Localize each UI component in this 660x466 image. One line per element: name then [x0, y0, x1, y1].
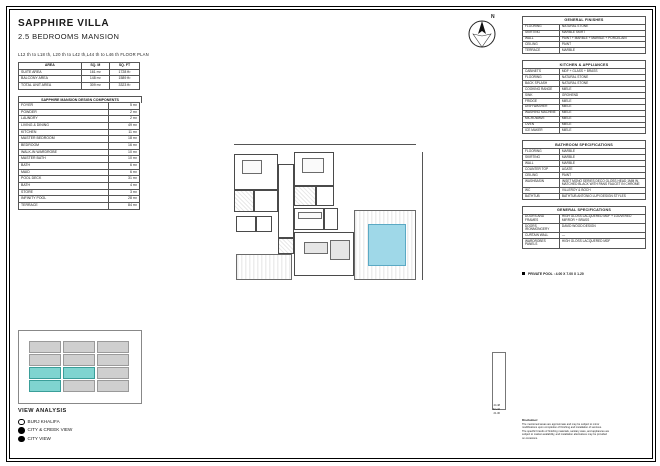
room-master-wardrobe [316, 186, 334, 206]
spec-value: MIELE [559, 110, 645, 116]
component-name: KITCHEN [19, 129, 109, 136]
spec-key: CEILING [523, 172, 560, 178]
view-marker-icon [18, 419, 25, 426]
area-table-header-2: SQ. FT [109, 63, 139, 70]
spec-key: BATHTUB [523, 194, 560, 200]
key-plan [18, 330, 142, 404]
area-row-sqft: 1589 ft² [109, 76, 139, 83]
floor-level-note: L12 th to L18 th, L20 th to L42 th,L44 th to L46 th FLOOR PLAN [18, 52, 149, 57]
area-row-sqm: 161 m² [81, 69, 109, 76]
spec-value: BATHTUB ANTONIO LUPI DESIGN STYLES [559, 194, 645, 200]
component-area: 49 m² [109, 123, 140, 130]
component-area: 10 m² [109, 156, 140, 163]
room-master-bath [294, 186, 316, 206]
tower-dimension-value: 44.48 [493, 404, 500, 407]
table-row [523, 128, 646, 134]
component-name: FOYER [19, 103, 109, 110]
component-area: 18 m² [109, 136, 140, 143]
component-name: MASTER BATH [19, 156, 109, 163]
table-row [523, 178, 646, 187]
furniture-kitchen-counter [298, 212, 322, 219]
area-row-label: TOTAL UNIT AREA [19, 83, 82, 90]
room-store [256, 216, 272, 232]
area-row-sqft: 1728 ft² [109, 69, 139, 76]
spec-key: FRIDGE [523, 98, 560, 104]
spec-value: MARBLE SKIRT [559, 30, 645, 36]
spec-value: VILLEROY & BOCH [559, 188, 645, 194]
furniture-dining-table [330, 240, 350, 260]
spec-value: NATURAL STONE [559, 24, 645, 30]
spec-value: PAINT [559, 42, 645, 48]
spec-table [522, 68, 646, 134]
spec-key: FLOORING [523, 74, 560, 80]
spec-value: AGATE [559, 166, 645, 172]
component-area: 31 m² [109, 176, 140, 183]
table-row [523, 239, 646, 248]
furniture-sofa [304, 242, 328, 254]
component-area: 10 m² [109, 149, 140, 156]
area-row-label: SUITE AREA [19, 69, 82, 76]
floor-plan-drawing [218, 150, 448, 300]
disclaimer-line: modifications upon completion of finishing and installation of services. [522, 426, 602, 429]
table-row [19, 169, 140, 176]
component-name: INFINITY POOL [19, 196, 109, 203]
component-name: LAUNDRY [19, 116, 109, 123]
component-area: 5 m² [109, 103, 140, 110]
table-row [19, 83, 140, 90]
view-marker-icon [18, 436, 25, 443]
table-row [523, 194, 646, 200]
spec-key: CEILING [523, 42, 560, 48]
spec-value: INSET MONO SERIES DECO GLOSS HEAD 1MM W. MATCHED BLACK WITH PANS FAUCET IN CHROME [559, 178, 645, 187]
spec-value: HIGH GLOSS LACQUERED MDF + LOUVERED MIRROR + BRASS [559, 214, 645, 223]
table-row [19, 183, 140, 190]
table-row [19, 176, 140, 183]
spec-key: FLOORING [523, 149, 560, 155]
spec-value: MDF + GLASS + BRASS [559, 68, 645, 74]
spec-key: TERRACE [523, 48, 560, 54]
spec-key: CABINETS [523, 68, 560, 74]
spec-key: WARDROBES PANELS [523, 239, 560, 248]
component-area: 6 m² [109, 163, 140, 170]
table-row [19, 143, 140, 150]
spec-key: MICROWAVE [523, 116, 560, 122]
spec-value: MARBLE [559, 154, 645, 160]
table-row [523, 48, 646, 54]
spacer [522, 249, 646, 255]
spec-value: PAINT + MARBLE + MARBLE + PORCELAIN [559, 36, 645, 42]
component-area: 2 m² [109, 109, 140, 116]
disclaimer-block [522, 418, 646, 440]
view-analysis-item [18, 435, 72, 443]
component-area: 84 m² [109, 203, 140, 210]
room-laundry [324, 208, 338, 230]
component-name: POWDER [19, 109, 109, 116]
spec-section-title: BATHROOM SPECIFICATIONS [522, 140, 646, 148]
component-area: 11 m² [109, 129, 140, 136]
spec-value: MIELE [559, 98, 645, 104]
spec-key: DOORS AND FRAMES [523, 214, 560, 223]
page-subtitle: 2.5 BEDROOMS MANSION [18, 32, 120, 41]
area-row-sqm: 148 m² [81, 76, 109, 83]
view-analysis-label: CITY & CREEK VIEW [27, 427, 73, 433]
spec-value: MIELE [559, 116, 645, 122]
spec-section-title: GENERAL SPECIFICATIONS [522, 206, 646, 214]
table-row [19, 123, 140, 130]
disclaimer-line: The mentioned areas are approximate and may be subject to minor [522, 422, 600, 426]
spec-value: PAINT [559, 172, 645, 178]
area-table-header-0: AREA [19, 63, 82, 70]
table-row [19, 103, 140, 110]
private-pool-note [522, 272, 584, 276]
private-pool-note-text: PRIVATE POOL : 4.00 X 7.00 X 1.20 [527, 272, 584, 276]
component-area: 4 m² [109, 183, 140, 190]
table-row [19, 136, 140, 143]
spec-value: MIELE [559, 128, 645, 134]
component-area: 28 m² [109, 196, 140, 203]
spec-value: MARBLE [559, 149, 645, 155]
north-compass [466, 14, 502, 50]
spec-value: — [559, 233, 645, 239]
table-row [19, 109, 140, 116]
spec-table [522, 24, 646, 55]
component-name: LIVING & DINING [19, 123, 109, 130]
disclaimer-line: The specific brands of finishing materials, sanitary ware, and appliances are [522, 429, 610, 433]
spec-value: GROHEND [559, 92, 645, 98]
spec-value: MIELE [559, 104, 645, 110]
table-row [19, 116, 140, 123]
area-infinity-pool [368, 224, 406, 266]
spec-key: SKIRTING [523, 154, 560, 160]
component-area: 2 m² [109, 116, 140, 123]
view-analysis-item [18, 418, 72, 426]
area-terrace [236, 254, 292, 280]
spec-key: CURTAIN WALL [523, 233, 560, 239]
spec-value: HIGH GLOSS LACQUERED MDF [559, 239, 645, 248]
spec-key: WC [523, 188, 560, 194]
component-name: MAID [19, 169, 109, 176]
spec-key: COUNTER TOP [523, 166, 560, 172]
room-maid [236, 216, 256, 232]
spec-key: OVEN [523, 122, 560, 128]
room-corridor [278, 164, 294, 238]
table-row [19, 69, 140, 76]
compass-north-label: N [491, 14, 495, 20]
table-row [19, 129, 140, 136]
component-name: BEDROOM [19, 143, 109, 150]
spec-key: COOKING RANGE [523, 86, 560, 92]
disclaimer-line: subject to market availability, and installation alternatives may be provided [522, 433, 607, 436]
area-table-header-1: SQ. M [81, 63, 109, 70]
spec-key: WASHBASIN [523, 178, 560, 187]
component-name: BATH [19, 163, 109, 170]
table-row [19, 203, 140, 210]
component-name: MASTER BEDROOM [19, 136, 109, 143]
room-powder [278, 238, 294, 254]
spec-key: FLOORING [523, 24, 560, 30]
component-name: BATH [19, 183, 109, 190]
spec-section-title: GENERAL FINISHES [522, 16, 646, 24]
spec-value: MARBLE [559, 48, 645, 54]
room-bath [234, 190, 254, 212]
spec-key: SKIRTING [523, 30, 560, 36]
tower-dimension-value: 32+42 [492, 408, 500, 412]
spec-key: WASHING MACHINE [523, 110, 560, 116]
specifications-column [522, 16, 646, 255]
table-row [19, 149, 140, 156]
spec-table [522, 148, 646, 200]
spec-key: DISH WASHER [523, 104, 560, 110]
tower-elevation-diagram [492, 352, 506, 410]
component-name: WALK-IN WARDROBE [19, 149, 109, 156]
spec-value: NATURAL STONE [559, 74, 645, 80]
view-analysis-label: BURJ KHALIFA [27, 419, 60, 424]
room-walk-in-closet [254, 190, 278, 212]
area-row-sqft: 3323 ft² [109, 83, 139, 90]
component-area: 6 m² [109, 169, 140, 176]
view-analysis-list [18, 418, 72, 443]
bullet-icon [522, 272, 525, 275]
table-row [19, 156, 140, 163]
table-row [19, 196, 140, 203]
spec-value: MIELE [559, 122, 645, 128]
furniture-bed [302, 158, 324, 173]
spec-value: MARBLE [559, 160, 645, 166]
view-analysis-label: CITY VIEW [27, 435, 51, 441]
disclaimer-title: Disclaimer: [522, 418, 539, 422]
component-name: STORE [19, 189, 109, 196]
disclaimer-line: on occasions. [522, 436, 538, 440]
component-name: TERRACE [19, 203, 109, 210]
spec-table [522, 214, 646, 249]
tower-dimensions [478, 404, 500, 416]
components-table [18, 102, 140, 210]
components-table-title: SAPPHIRE MANSION DESIGN COMPONENTS [18, 96, 142, 103]
spec-section-title: KITCHEN & APPLIANCES [522, 60, 646, 68]
table-row [523, 214, 646, 223]
spec-key: BACK SPLASH [523, 80, 560, 86]
area-row-sqm: 309 m² [81, 83, 109, 90]
furniture-bed [242, 160, 262, 174]
spec-key: WALL [523, 160, 560, 166]
spec-key: WALL [523, 36, 560, 42]
spec-key: DOORS IRONMONGERY [523, 223, 560, 232]
spec-value: NATURAL STONE [559, 80, 645, 86]
table-row [19, 163, 140, 170]
component-name: POOL DECK [19, 176, 109, 183]
view-analysis-title: VIEW ANALYSIS [18, 408, 67, 414]
component-area: 3 m² [109, 189, 140, 196]
table-row [523, 223, 646, 232]
spec-key: ICE MAKER [523, 128, 560, 134]
area-table [18, 62, 140, 90]
tower-dimension-value: 21.30 [493, 412, 500, 416]
spec-value: DAVID WOOD DESIGN [559, 223, 645, 232]
spec-key: SINK [523, 92, 560, 98]
spec-value: MIELE [559, 86, 645, 92]
view-marker-icon [18, 427, 25, 434]
area-row-label: BALCONY AREA [19, 76, 82, 83]
page-title: SAPPHIRE VILLA [18, 18, 110, 29]
table-row [19, 189, 140, 196]
component-area: 16 m² [109, 143, 140, 150]
view-analysis-item [18, 426, 72, 434]
table-row [19, 76, 140, 83]
